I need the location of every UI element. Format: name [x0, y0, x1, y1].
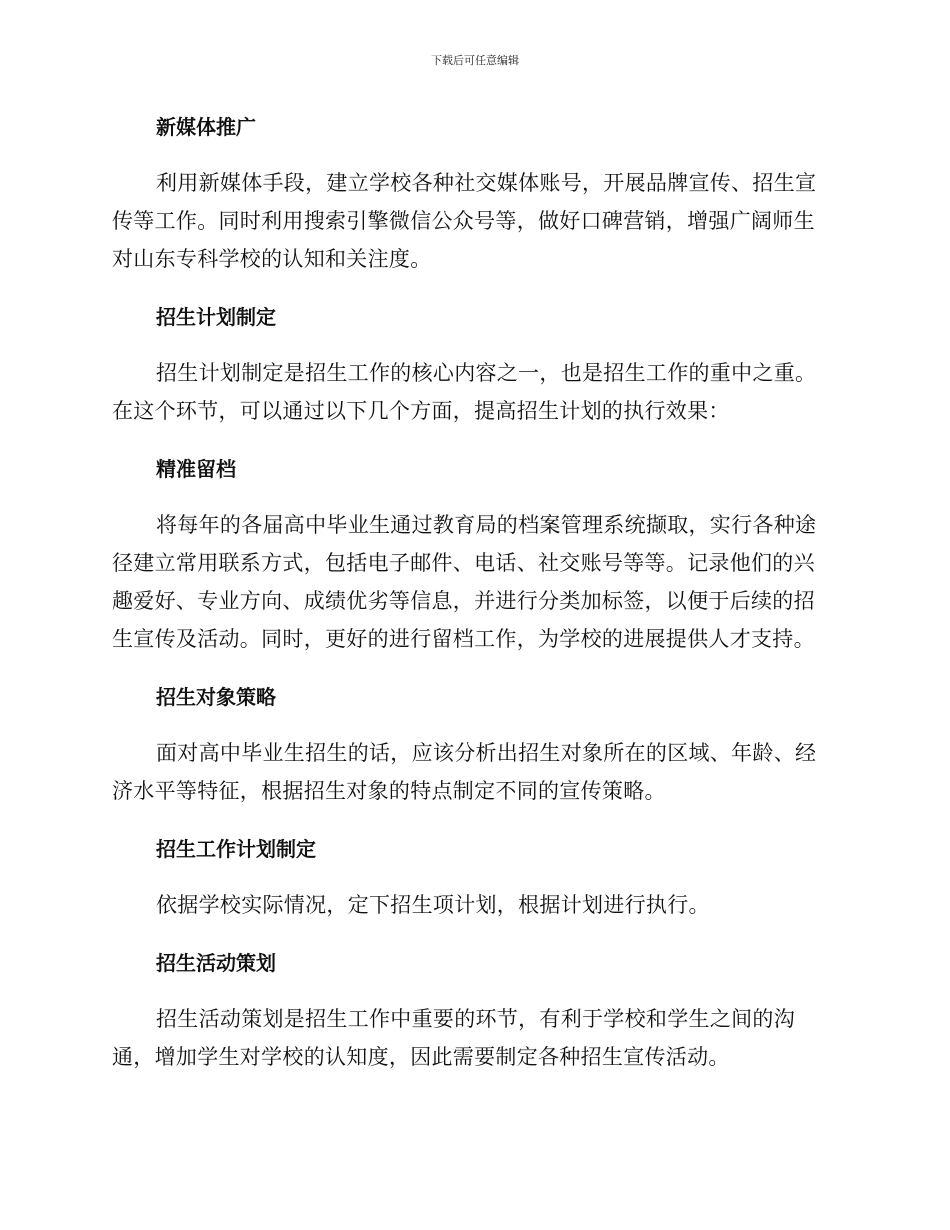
section-heading-new-media: 新媒体推广	[156, 115, 256, 139]
section-heading-activity-planning: 招生活动策划	[156, 951, 276, 975]
document-body	[112, 108, 832, 1096]
section-paragraph-target-strategy: 面对高中毕业生招生的话，应该分析出招生对象所在的区域、年龄、经济水平等特征，根据招生对象的特点制定不同的宣传策略。	[112, 741, 817, 803]
section-paragraph-enrollment-plan: 招生计划制定是招生工作的核心内容之一，也是招生工作的重中之重。在这个环节，可以通过以下几个方面，提高招生计划的执行效果：	[112, 361, 817, 423]
page-header: 下载后可任意编辑	[431, 54, 519, 67]
section-heading-precise-archiving: 精准留档	[156, 457, 236, 481]
section-heading-work-plan: 招生工作计划制定	[156, 837, 316, 861]
section-paragraph-new-media: 利用新媒体手段，建立学校各种社交媒体账号，开展品牌宣传、招生宣传等工作。同时利用搜索引擎微信公众号等，做好口碑营销，增强广阔师生对山东专科学校的认知和关注度。	[112, 171, 817, 271]
section-heading-target-strategy: 招生对象策略	[156, 685, 276, 709]
section-paragraph-activity-planning: 招生活动策划是招生工作中重要的环节，有利于学校和学生之间的沟通，增加学生对学校的认知度，因此需要制定各种招生宣传活动。	[112, 1007, 795, 1069]
section-paragraph-work-plan: 依据学校实际情况，定下招生项计划，根据计划进行执行。	[156, 893, 710, 917]
section-heading-enrollment-plan: 招生计划制定	[156, 305, 276, 329]
section-paragraph-precise-archiving: 将每年的各届高中毕业生通过教育局的档案管理系统撷取，实行各种途径建立常用联系方式，包括电子邮件、电话、社交账号等等。记录他们的兴趣爱好、专业方向、成绩优劣等信息，并进行分类加标签，以便于后续的招生宣传及活动。同时，更好的进行留档工作，为学校的进展提供人才支持。	[112, 513, 817, 651]
